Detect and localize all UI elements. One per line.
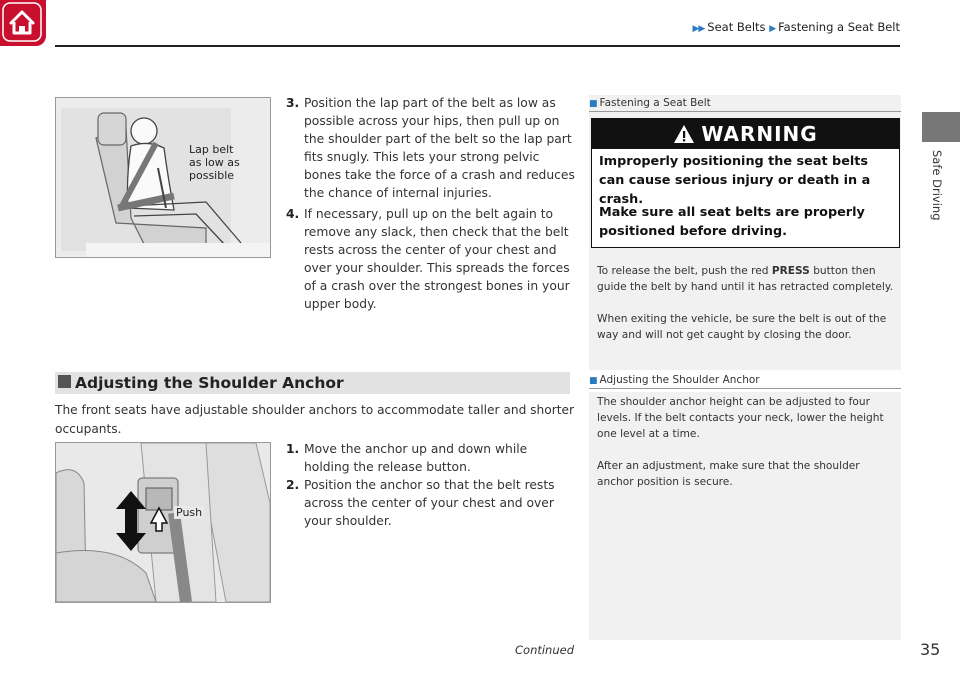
header-rule: [55, 45, 900, 47]
chapter-tab[interactable]: [922, 112, 960, 142]
note-marker-icon: ■: [589, 99, 598, 109]
step-number: 4.: [286, 207, 300, 221]
section-marker-icon: [58, 375, 71, 388]
home-icon: [0, 0, 46, 46]
step-2: [286, 476, 566, 530]
release-note: To release the belt, push the red PRESS button then guide the belt by hand until it has retracted completely.: [597, 265, 893, 293]
press-label: PRESS: [771, 265, 810, 277]
anchor-note-title: ■ Adjusting the Shoulder Anchor: [589, 374, 760, 386]
lap-belt-caption: Lap belt as low as possible: [189, 143, 240, 182]
anchor-note-1: The shoulder anchor height can be adjusted to four levels. If the belt contacts your neck, lower the height one level at a time.: [597, 396, 884, 440]
warning-header: [592, 119, 899, 149]
warning-triangle-icon: [673, 124, 695, 144]
step-number: 1.: [286, 442, 300, 456]
chapter-tab-label: Safe Driving: [930, 150, 944, 221]
breadcrumb-arrow-icon: ▶: [769, 24, 776, 34]
pillar-anchor-image: [56, 443, 270, 602]
step-number: 3.: [286, 96, 300, 110]
exit-note: When exiting the vehicle, be sure the belt is out of the way and will not get caught by closing the door.: [597, 313, 887, 341]
breadcrumb-item-fastening[interactable]: Fastening a Seat Belt: [778, 20, 900, 34]
section-title: Adjusting the Shoulder Anchor: [75, 374, 344, 392]
anchor-note-2: After an adjustment, make sure that the shoulder anchor position is secure.: [597, 460, 860, 488]
note-divider: [589, 388, 901, 389]
breadcrumb-arrow-icon: ▶▶: [692, 24, 705, 34]
step-number: 2.: [286, 478, 300, 492]
fastening-note-title: ■ Fastening a Seat Belt: [589, 97, 711, 109]
page-number: 35: [920, 640, 941, 659]
step-text: Position the lap part of the belt as low as possible across your hips, then pull up on the shoulder part of the belt so the lap part fits snugly. This lets your strong pelvic bones take the force of a crash and reduces the chance of internal injuries.: [304, 96, 575, 201]
section-intro: The front seats have adjustable shoulder anchors to accommodate taller and shorter occupants.: [55, 403, 575, 436]
continued-label: Continued: [515, 643, 575, 657]
section-heading: [55, 372, 570, 394]
breadcrumb-item-seat-belts[interactable]: Seat Belts: [707, 20, 766, 34]
step-1: [286, 440, 566, 476]
note-marker-icon: ■: [589, 376, 598, 386]
step-text: Move the anchor up and down while holding the release button.: [304, 442, 528, 475]
step-text: Position the anchor so that the belt rests across the center of your chest and over your shoulder.: [304, 478, 555, 529]
shoulder-anchor-illustration: [55, 442, 271, 603]
step-3: [286, 94, 576, 203]
warning-box: [591, 118, 900, 248]
warning-text-1: Improperly positioning the seat belts can cause serious injury or death in a crash.: [599, 154, 871, 207]
step-text: If necessary, pull up on the belt again to remove any slack, then check that the belt rests across the center of your chest and over your shoulder. This spreads the forces of a crash over the strongest bones in your upper body.: [304, 207, 570, 312]
step-4: [286, 205, 576, 314]
warning-text-2: Make sure all seat belts are properly positioned before driving.: [599, 205, 865, 239]
note-divider: [589, 111, 901, 112]
breadcrumb: [692, 20, 900, 34]
warning-label: WARNING: [701, 122, 818, 146]
lap-belt-illustration: [55, 97, 271, 258]
push-caption: Push: [176, 506, 203, 519]
home-button[interactable]: [0, 0, 46, 46]
